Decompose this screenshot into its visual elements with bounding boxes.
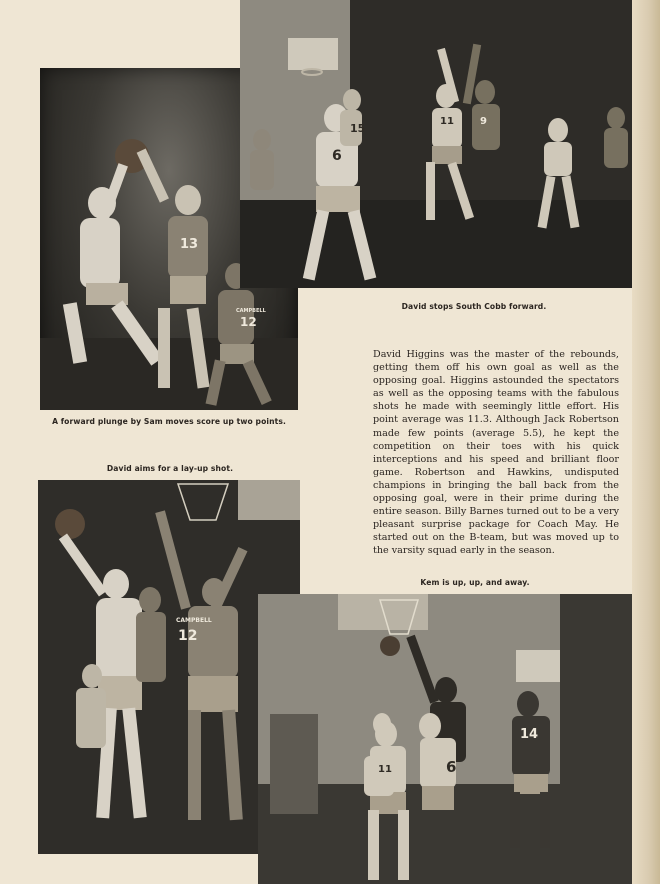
backboard	[238, 480, 300, 520]
jersey-team-name: CAMPBELL	[236, 308, 266, 314]
caption-david-stops: David stops South Cobb forward.	[401, 302, 547, 311]
caption-lay-up: David aims for a lay-up shot.	[106, 464, 234, 473]
article-paragraph: David Higgins was the master of the rebounds, getting them off his own goal as well as the opposing goal. Higgins astounded the spectators as well as the opposing teams with the fabulous shots he made with seemingly little effort. His point average was 11.3. Although Jack Robertson made few points (average 5.5), he kept the competition on their toes with his quick interceptions and his speed and brilliant floor game. Robertson and Hawkins, undisputed champions in bringing the ball back from the opposing goal, were in their prime during the entire season. Billy Barnes turned out to be a very pleasant surprise package for Coach May. He started out on the B-team, but was moved up to the varsity squad early in the season.	[373, 349, 619, 557]
backboard	[288, 38, 338, 70]
photo-up-and-away-art	[258, 594, 632, 884]
page-edge	[632, 0, 660, 884]
basketball-icon	[55, 509, 85, 539]
jersey-number: 12	[178, 628, 198, 644]
jersey-team-name: CAMPBELL	[176, 617, 212, 624]
jersey-number: 6	[446, 758, 457, 776]
backboard	[516, 650, 560, 682]
jersey-number: 11	[378, 764, 392, 775]
jersey-number: 11	[440, 116, 454, 127]
photo-david-stops-art	[240, 0, 632, 288]
caption-up-and-away: Kem is up, up, and away.	[420, 578, 530, 587]
jersey-number: 9	[480, 116, 487, 127]
caption-forward-plunge: A forward plunge by Sam moves score up two points.	[52, 417, 286, 426]
jersey-number: 12	[240, 315, 257, 329]
photo-david-stops	[240, 0, 632, 288]
jersey-number: 6	[332, 148, 342, 164]
jersey-number: 13	[180, 237, 199, 252]
photo-up-and-away	[258, 594, 632, 884]
basketball-icon	[380, 636, 400, 656]
jersey-number: 15	[350, 122, 366, 135]
jersey-number: 14	[520, 727, 539, 742]
